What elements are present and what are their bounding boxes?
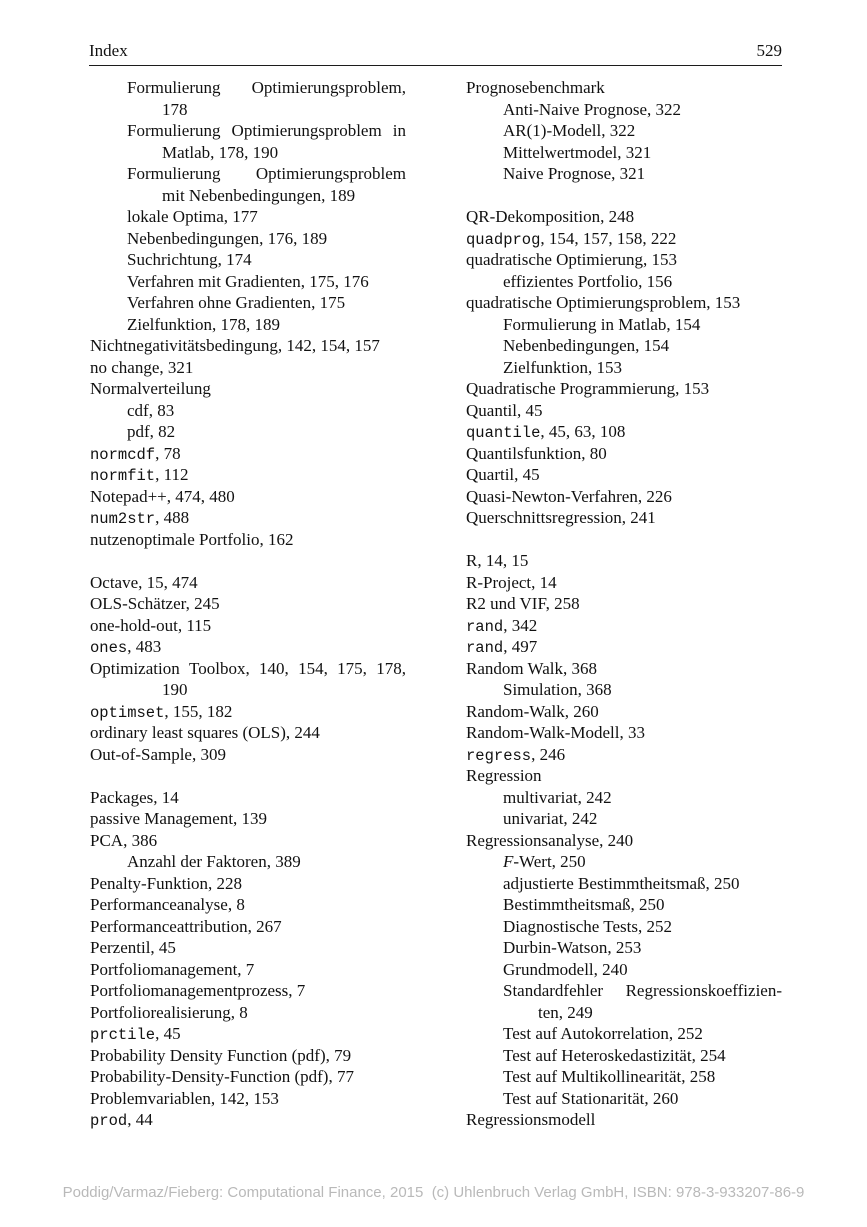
index-term-text: Mittelwertmodel, 321: [503, 142, 652, 162]
index-term-text: R2 und VIF, 258: [466, 594, 580, 613]
index-entry-line: [90, 120, 406, 142]
index-term-text: 154,: [298, 658, 328, 678]
index-entry-line: [466, 980, 782, 1002]
index-term-text: Normalverteilung: [90, 379, 211, 398]
index-entry-line: [90, 421, 406, 443]
index-term-code: regress: [466, 746, 532, 765]
index-term-text: Test auf Heteroskedastizität, 254: [503, 1045, 726, 1065]
index-term-text: , 155, 182: [164, 701, 233, 721]
index-term-text: quadratische Optimierung, 153: [466, 250, 678, 269]
index-term-text: univariat, 242: [503, 809, 598, 828]
index-term-text: Regressionsanalyse, 240: [466, 830, 634, 850]
index-term-text: Portfoliomanagementprozess, 7: [90, 981, 306, 1000]
index-term-text: , 246: [531, 744, 566, 764]
index-term-text: Matlab, 178, 190: [162, 142, 279, 162]
index-term-text: R-Project, 14: [466, 572, 557, 592]
index-term-text: Nebenbedingungen, 176, 189: [127, 228, 328, 248]
index-entry-line: [90, 228, 406, 250]
index-entry-line: [466, 1109, 782, 1131]
footer-copyright: Poddig/Varmaz/Fieberg: Computational Finance, 2015 (c) Uhlenbruch Verlag GmbH, ISBN: 978-3-933207-86-9: [62, 1184, 805, 1201]
index-entry-line: [90, 378, 406, 400]
index-entry-line: [90, 722, 406, 744]
index-entry-line: [90, 99, 406, 121]
index-term-text: -Wert, 250: [513, 852, 586, 871]
index-entry-line: [90, 1088, 406, 1110]
index-term-text: Regressionsmodell: [466, 1110, 596, 1129]
index-term-text: Probability Density Function (pdf), 79: [90, 1045, 352, 1065]
index-term-text: Verfahren ohne Gradienten, 175: [127, 293, 346, 312]
page-header: [89, 41, 782, 66]
index-term-text: Random-Walk-Modell, 33: [466, 723, 645, 742]
index-entry-line: [466, 959, 782, 981]
index-term-text: Test auf Stationarität, 260: [503, 1088, 679, 1108]
index-term-text: multivariat, 242: [503, 787, 612, 807]
index-entry-line: [466, 507, 782, 529]
index-term-code: prctile: [90, 1026, 156, 1044]
index-term-text: lokale Optima, 177: [127, 207, 258, 226]
index-term-text: R, 14, 15: [466, 551, 529, 570]
index-term-text: Formulierung: [127, 121, 221, 140]
index-entry-line: [466, 1045, 782, 1067]
index-entry-line: [90, 1066, 406, 1088]
index-term-text: Verfahren mit Gradienten, 175, 176: [127, 271, 369, 291]
index-term-text: Prognosebenchmark: [466, 78, 605, 97]
index-entry-line: [466, 873, 782, 895]
index-entry-line: [90, 873, 406, 895]
index-entry-line: [90, 400, 406, 422]
index-entry-line: [90, 937, 406, 959]
index-term-text: Perzentil, 45: [90, 938, 176, 957]
index-entry-line: [90, 615, 406, 637]
index-term-text: Performanceanalyse, 8: [90, 895, 245, 914]
index-term-text: , 112: [155, 465, 189, 484]
index-term-text: Toolbox,: [189, 658, 250, 678]
index-term-text: Grundmodell, 240: [503, 959, 628, 979]
index-entry-line: [466, 314, 782, 336]
index-term-text: cdf, 83: [127, 400, 175, 420]
index-entry-line: [466, 851, 782, 873]
index-term-text: AR(1)-Modell, 322: [503, 121, 636, 140]
index-entry-line: [466, 142, 782, 164]
index-blank-line: [90, 550, 406, 572]
index-term-text: no change, 321: [90, 357, 194, 377]
index-term-text: Probability-Density-Function (pdf), 77: [90, 1067, 354, 1086]
index-entry-line: [466, 271, 782, 293]
index-term-code: ones: [90, 639, 128, 657]
index-entry-line: [90, 206, 406, 228]
index-entry-line: [90, 744, 406, 766]
index-entry-line: [90, 507, 406, 529]
index-blank-line: [90, 765, 406, 787]
index-entry-line: [466, 99, 782, 121]
index-term-code: prod: [90, 1112, 128, 1130]
index-term-text: Portfoliomanagement, 7: [90, 959, 255, 979]
index-entry-line: [466, 357, 782, 379]
index-term-text: ordinary least squares (OLS), 244: [90, 723, 320, 742]
running-head-title: Index: [89, 41, 128, 60]
index-entry-line: [90, 1109, 406, 1131]
index-term-text: adjustierte Bestimmtheitsmaß, 250: [503, 873, 740, 893]
index-term-text: Optimierungsproblem,: [251, 78, 406, 97]
index-entry-line: [90, 701, 406, 723]
index-term-text: OLS-Schätzer, 245: [90, 594, 220, 613]
index-entry-line: [90, 636, 406, 658]
index-term-text: Notepad++, 474, 480: [90, 486, 235, 506]
index-term-text: effizientes Portfolio, 156: [503, 271, 673, 291]
index-entry-line: [90, 292, 406, 314]
index-term-text: nutzenoptimale Portfolio, 162: [90, 529, 294, 549]
index-entry-line: [90, 77, 406, 99]
index-entry-line: [466, 636, 782, 658]
index-entry-line: [90, 486, 406, 508]
index-entry-line: [466, 744, 782, 766]
index-term-text: Zielfunktion, 153: [503, 357, 622, 377]
index-term-text: , 44: [127, 1110, 153, 1129]
index-entry-line: [90, 658, 406, 680]
index-term-text: Quantilsfunktion, 80: [466, 443, 607, 463]
index-term-text: Quadratische Programmierung, 153: [466, 379, 710, 398]
index-entry-line: [466, 937, 782, 959]
index-entry-line: [90, 443, 406, 465]
index-term-text: Simulation, 368: [503, 680, 612, 699]
index-entry-line: [466, 701, 782, 723]
index-blank-line: [466, 529, 782, 551]
index-term-text: ten, 249: [538, 1002, 593, 1022]
index-term-text: Anzahl der Faktoren, 389: [127, 852, 301, 871]
index-term-text: 178,: [376, 658, 406, 678]
index-term-text: Nebenbedingungen, 154: [503, 336, 670, 355]
index-term-text: Formulierung: [127, 78, 221, 97]
index-term-text: Random-Walk, 260: [466, 701, 599, 721]
index-entry-line: [466, 1023, 782, 1045]
index-term-text: Penalty-Funktion, 228: [90, 873, 243, 893]
index-entry-line: [466, 808, 782, 830]
index-term-text: PCA, 386: [90, 830, 158, 850]
index-entry-line: [466, 335, 782, 357]
index-entry-line: [466, 722, 782, 744]
index-column-left: [90, 77, 406, 1131]
index-term-text: Querschnittsregression, 241: [466, 508, 656, 527]
index-term-code: normcdf: [90, 445, 156, 464]
index-term-text: Regressionskoeffizien-: [625, 981, 782, 1000]
index-entry-line: [466, 486, 782, 508]
index-entry-line: [466, 916, 782, 938]
index-term-text: , 78: [155, 443, 181, 463]
index-entry-line: [466, 1002, 782, 1024]
index-term-text: Optimization: [90, 658, 180, 678]
index-entry-line: [466, 421, 782, 443]
index-entry-line: [90, 185, 406, 207]
index-entry-line: [90, 959, 406, 981]
index-entry-line: [90, 249, 406, 271]
index-term-text: Optimierungsproblem: [255, 164, 406, 183]
index-entry-line: [90, 916, 406, 938]
index-entry-line: [466, 443, 782, 465]
index-term-text: , 342: [503, 615, 538, 635]
index-entry-line: [466, 464, 782, 486]
index-term-code: quadprog: [466, 230, 541, 249]
index-term-text: Bestimmtheitsmaß, 250: [503, 895, 665, 914]
index-entry-line: [90, 851, 406, 873]
index-entry-line: [466, 163, 782, 185]
index-term-text: Suchrichtung, 174: [127, 250, 252, 269]
index-entry-line: [90, 464, 406, 486]
index-term-text: Packages, 14: [90, 787, 179, 807]
index-term-text: Durbin-Watson, 253: [503, 938, 642, 957]
index-entry-line: [466, 679, 782, 701]
index-term-code: num2str: [90, 510, 156, 528]
index-term-text: Quartil, 45: [466, 465, 540, 484]
index-entry-line: [466, 550, 782, 572]
index-term-text: in: [392, 121, 406, 140]
index-entry-line: [466, 378, 782, 400]
index-term-text: Standardfehler: [503, 981, 604, 1000]
index-term-text: Naive Prognose, 321: [503, 164, 646, 183]
index-term-text: , 497: [503, 637, 538, 656]
index-entry-line: [90, 335, 406, 357]
index-term-text: Anti-Naive Prognose, 322: [503, 99, 682, 119]
index-term-text: , 483: [127, 637, 162, 656]
index-entry-line: [466, 765, 782, 787]
index-column-right: [466, 77, 782, 1131]
index-entry-line: [466, 830, 782, 852]
index-term-text: Diagnostische Tests, 252: [503, 916, 672, 936]
index-entry-line: [90, 1045, 406, 1067]
index-term-code: normfit: [90, 467, 156, 485]
page-number: 529: [756, 41, 782, 60]
index-term-text: Quantil, 45: [466, 400, 543, 420]
index-entry-line: [466, 658, 782, 680]
index-term-text: mit Nebenbedingungen, 189: [162, 185, 356, 205]
index-term-text: Formulierung in Matlab, 154: [503, 314, 701, 334]
index-term-text: Nichtnegativitätsbedingung, 142, 154, 157: [90, 336, 380, 355]
index-entry-line: [90, 357, 406, 379]
index-term-text: F: [503, 852, 514, 871]
index-term-text: pdf, 82: [127, 422, 176, 441]
index-term-text: QR-Dekomposition, 248: [466, 207, 635, 226]
index-term-code: optimset: [90, 703, 165, 722]
index-entry-line: [466, 120, 782, 142]
index-term-text: , 488: [155, 508, 190, 527]
index-entry-line: [466, 292, 782, 314]
index-term-text: 140,: [259, 658, 289, 678]
index-term-text: Random Walk, 368: [466, 658, 598, 678]
index-term-text: , 45, 63, 108: [540, 422, 626, 441]
index-term-text: Test auf Autokorrelation, 252: [503, 1024, 703, 1043]
index-entry-line: [90, 679, 406, 701]
index-entry-line: [466, 1088, 782, 1110]
index-term-text: , 45: [155, 1024, 181, 1043]
index-entry-line: [90, 593, 406, 615]
index-entry-line: [90, 142, 406, 164]
index-term-text: Quasi-Newton-Verfahren, 226: [466, 486, 672, 506]
index-entry-line: [90, 1002, 406, 1024]
index-term-text: Problemvariablen, 142, 153: [90, 1088, 279, 1108]
index-entry-line: [466, 249, 782, 271]
index-entry-line: [466, 1066, 782, 1088]
index-blank-line: [466, 185, 782, 207]
index-term-text: 175,: [337, 658, 367, 678]
index-entry-line: [90, 572, 406, 594]
index-term-text: Portfoliorealisierung, 8: [90, 1002, 248, 1022]
index-entry-line: [466, 228, 782, 250]
index-term-code: rand: [466, 617, 504, 636]
index-entry-line: [466, 206, 782, 228]
index-term-text: 178: [162, 99, 188, 119]
index-term-text: Performanceattribution, 267: [90, 916, 282, 936]
index-entry-line: [466, 615, 782, 637]
index-term-text: quadratische Optimierungsproblem, 153: [466, 293, 741, 312]
index-term-text: Optimierungsproblem: [231, 121, 382, 140]
index-term-text: , 154, 157, 158, 222: [540, 228, 677, 248]
index-term-code: rand: [466, 639, 504, 657]
index-term-code: quantile: [466, 424, 541, 442]
index-term-text: Formulierung: [127, 164, 221, 183]
index-entry-line: [90, 314, 406, 336]
index-entry-line: [90, 980, 406, 1002]
index-entry-line: [466, 572, 782, 594]
index-term-text: 190: [162, 680, 188, 699]
index-entry-line: [466, 400, 782, 422]
index-entry-line: [90, 808, 406, 830]
index-entry-line: [466, 787, 782, 809]
index-entry-line: [90, 163, 406, 185]
index-entry-line: [90, 1023, 406, 1045]
index-entry-line: [466, 77, 782, 99]
index-term-text: Out-of-Sample, 309: [90, 744, 226, 764]
index-entry-line: [90, 529, 406, 551]
index-term-text: Test auf Multikollinearität, 258: [503, 1067, 716, 1086]
index-term-text: Octave, 15, 474: [90, 572, 198, 592]
index-entry-line: [90, 830, 406, 852]
index-entry-line: [90, 271, 406, 293]
index-term-text: one-hold-out, 115: [90, 615, 212, 635]
index-entry-line: [90, 894, 406, 916]
index-term-text: passive Management, 139: [90, 809, 268, 828]
index-term-text: Regression: [466, 766, 542, 785]
index-entry-line: [466, 894, 782, 916]
index-entry-line: [90, 787, 406, 809]
index-term-text: Zielfunktion, 178, 189: [127, 314, 280, 334]
index-entry-line: [466, 593, 782, 615]
